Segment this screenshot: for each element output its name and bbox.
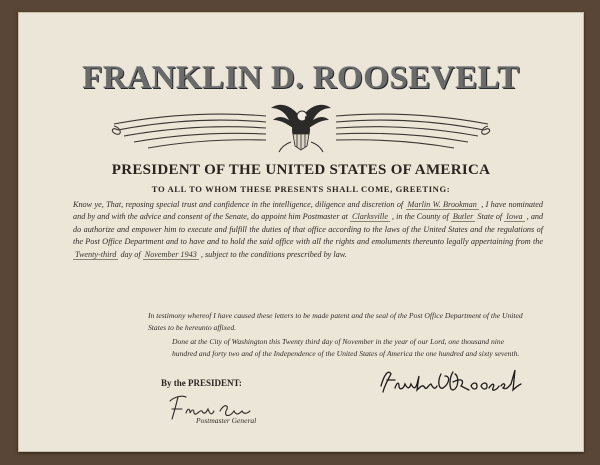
by-president-label: By the PRESIDENT: bbox=[161, 378, 242, 388]
body-text-7: , subject to the conditions prescribed by law. bbox=[200, 249, 347, 259]
appointment-day: Twenty-third bbox=[75, 249, 117, 259]
testimony-line-1: In testimony whereof I have caused these letters to be made patent and the seal of the Post Office Department of the United States to be hereunto affixed. bbox=[148, 311, 523, 332]
testimony-line-2: Done at the City of Washington this Twenty third day of November in the year of our Lord, one thousand nine hundred and forty two and of the Independence of the United States of America the one hundred and sixty seventh. bbox=[172, 337, 520, 358]
body-text-3: , in the County of bbox=[392, 212, 449, 222]
county-name: Butler bbox=[452, 212, 474, 222]
president-signature bbox=[375, 362, 525, 402]
body-text-5: , and do authorize and empower him to execute and fulfill the duties of that office according to the laws of the United States and the regulations of the Post Office Department and to have and to hold the said office with all the rights and emoluments thereunto legally appertaining from the bbox=[73, 212, 544, 247]
body-text-2: , I have nominated and by and with the advice and consent of the Senate, do appoint him Postmaster at bbox=[73, 200, 544, 222]
commission-document bbox=[18, 12, 584, 452]
state-name: Iowa bbox=[506, 212, 523, 222]
left-flourish-ornament bbox=[108, 106, 268, 154]
right-flourish-ornament bbox=[334, 106, 494, 154]
body-text-1: Know ye, That, reposing special trust and confidence in the intelligence, diligence and discretion of bbox=[73, 200, 404, 209]
testimony-clause bbox=[148, 310, 528, 360]
header-banner bbox=[78, 54, 524, 162]
appointment-month-year: November 1943 bbox=[144, 249, 197, 259]
document-title: PRESIDENT OF THE UNITED STATES OF AMERICA bbox=[111, 162, 491, 178]
appointee-name: Marlin W. Brookman bbox=[407, 200, 477, 209]
postmaster-general-label: Postmaster General bbox=[196, 416, 257, 425]
commission-body bbox=[73, 199, 543, 261]
body-text-6: day of bbox=[120, 249, 141, 259]
eagle-emblem-icon bbox=[269, 98, 333, 154]
greeting-line: TO ALL TO WHOM THESE PRESENTS SHALL COME, GREETING: bbox=[151, 184, 451, 194]
body-text-4: State of bbox=[477, 212, 503, 222]
post-office-place: Clarksville bbox=[352, 212, 388, 222]
president-name-heading: FRANKLIN D. ROOSEVELT bbox=[82, 60, 520, 96]
